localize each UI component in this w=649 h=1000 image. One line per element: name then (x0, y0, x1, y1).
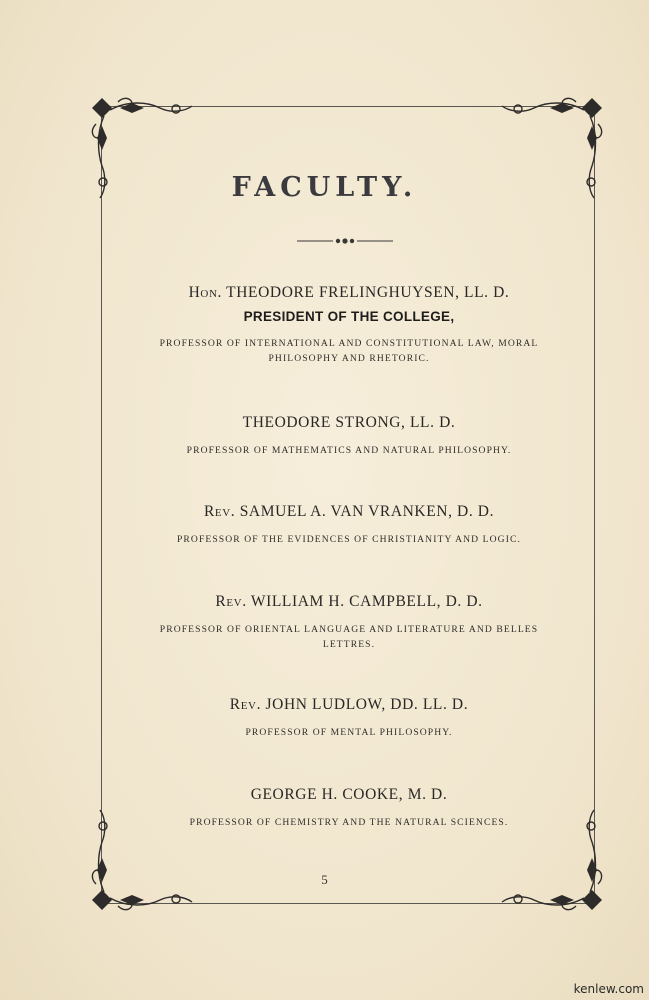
professorship-line: PHILOSOPHY AND RHETORIC. (268, 353, 430, 364)
faculty-name (130, 503, 568, 521)
faculty-name (130, 284, 568, 302)
faculty-professorship (130, 725, 568, 740)
professorship-line: LETTRES. (322, 639, 376, 650)
faculty-entry (130, 284, 568, 366)
faculty-honorific: Rev. (229, 696, 262, 713)
heading-divider-ornament (297, 236, 393, 246)
faculty-office: PRESIDENT OF THE COLLEGE, (243, 309, 455, 324)
professorship-line: PROFESSOR OF MENTAL PHILOSOPHY. (245, 727, 453, 738)
faculty-name-text: THEODORE FRELINGHUYSEN, LL. D. (226, 284, 510, 301)
faculty-name-text: WILLIAM H. CAMPBELL, D. D. (250, 593, 483, 610)
faculty-honorific: Rev. (215, 593, 247, 610)
faculty-name (130, 414, 568, 432)
faculty-name (130, 696, 568, 714)
faculty-name-text: JOHN LUDLOW, DD. LL. D. (265, 696, 469, 713)
faculty-professorship (130, 622, 568, 652)
professorship-line: PROFESSOR OF INTERNATIONAL AND CONSTITUTIONAL LAW, MORAL (159, 338, 539, 349)
faculty-professorship (130, 443, 568, 458)
page-heading: FACULTY. (231, 172, 418, 203)
faculty-professorship (130, 815, 568, 830)
faculty-entry (130, 786, 568, 830)
faculty-name (130, 593, 568, 611)
faculty-entry (130, 593, 568, 652)
professorship-line: PROFESSOR OF ORIENTAL LANGUAGE AND LITERATURE AND BELLES (159, 624, 539, 635)
faculty-honorific: Hon. (188, 284, 222, 301)
professorship-line: PROFESSOR OF CHEMISTRY AND THE NATURAL SCIENCES. (189, 817, 509, 828)
professorship-line: PROFESSOR OF MATHEMATICS AND NATURAL PHILOSOPHY. (186, 445, 512, 456)
page-number: 5 (321, 872, 328, 887)
faculty-entry (130, 414, 568, 458)
faculty-name-text: THEODORE STRONG, LL. D. (242, 414, 456, 431)
faculty-name-text: SAMUEL A. VAN VRANKEN, D. D. (239, 503, 495, 520)
faculty-name-text: GEORGE H. COOKE, M. D. (250, 786, 448, 803)
faculty-entry (130, 696, 568, 740)
faculty-professorship (130, 532, 568, 547)
professorship-line: PROFESSOR OF THE EVIDENCES OF CHRISTIANITY AND LOGIC. (176, 534, 521, 545)
watermark: kenlew.com (573, 982, 644, 996)
faculty-honorific: Rev. (203, 503, 236, 520)
faculty-entry (130, 503, 568, 547)
faculty-name (130, 786, 568, 804)
faculty-professorship (130, 336, 568, 366)
